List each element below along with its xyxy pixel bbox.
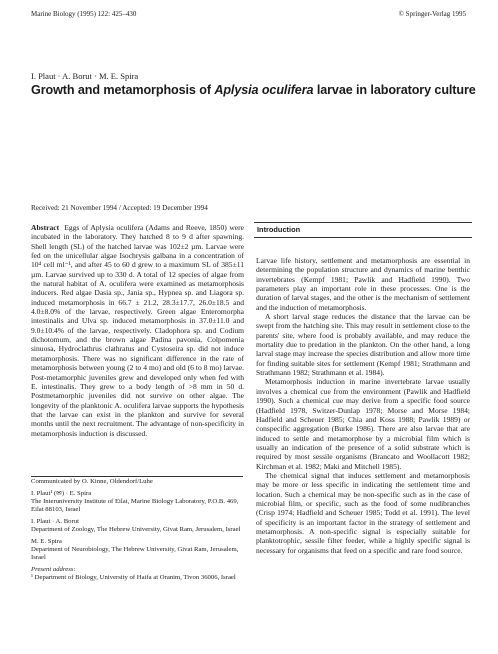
received-dates: Received: 21 November 1994 / Accepted: 19 December 1994: [31, 204, 208, 212]
article-title: Growth and metamorphosis of Aplysia oculifera larvae in laboratory culture: [31, 83, 476, 97]
affiliation-3-address: Department of Neurobiology, The Hebrew University, Givat Ram, Jerusalem, Israel: [31, 546, 239, 561]
affiliation-2-address: Department of Zoology, The Hebrew University, Givat Ram, Jerusalem, Israel: [31, 526, 241, 533]
affiliation-1-name: I. Plaut¹ (✉) · E. Spira: [31, 490, 92, 497]
affiliation-2-name: I. Plaut · A. Borut: [31, 518, 79, 525]
introduction-body: [256, 256, 470, 555]
journal-citation: Marine Biology (1995) 122: 425–430: [31, 10, 137, 18]
abstract-label: Abstract: [31, 223, 60, 232]
abstract: [31, 223, 244, 438]
present-address-label: Present address:: [31, 566, 76, 573]
intro-paragraph-2: A short larval stage reduces the distance that the larvae can be swept from the hatching site. This may result in settlement close to the parents' site, where food is probably available, and may reduce the mortality due to predation in the plankton. On the other hand, a long larval stage may increase the species distribution and allow more time for finding suitable sites for settlement (Kempf 1981; Strathmann and Strathmann 1982; Strathmann et al. 1984).: [256, 312, 470, 378]
footnotes: [31, 478, 244, 582]
present-address: ¹ Department of Biology, University of Haifa at Oranim, Tivon 36006, Israel: [31, 574, 236, 581]
affiliation-3-name: M. E. Spira: [31, 538, 62, 545]
abstract-text: Eggs of Aplysia oculifera (Adams and Reeve, 1850) were incubated in the laboratory. They hatched 8 to 9 d after spawning. Shell length (SL) of the hatched larvae was 102±2 µm. Larvae were fed on the unicellular algae Isochrysis galbana in a concentration of 10⁴ cell ml⁻¹, and after 45 to 60 d grew to a maximum SL of 385±11 µm. Larvae survived up to 330 d. A total of 12 species of algae from the natural habitat of A. oculifera were examined as metamorphosis inducers. Red algae Dasia sp., Jania sp., Hypnea sp. and Liagora sp. induced metamorphosis in 66.7 ± 21.2, 28.3±17.7, 26.0±18.5 and 4.0±8.0% of the larvae, respectively. Green algae Enteromorpha intestinalis and Ulva sp. induced metamorphosis in 37.0±11.0 and 9.0±10.4% of the larvae, respectively. Cladophora sp. and Codium dichotomum, and the brown algae Padina pavonia, Colpomenia sinuosa, Hydroclathrus clathratus and Cystoseira sp. did not induce metamorphosis. There was no significant difference in the rate of metamorphosis between young (2 to 4 mo) and old (6 to 8 mo) larvae. Post-metamorphic juveniles grew and developed only when fed with E. intestinalis. They grew to a body length of >8 mm in 50 d. Postmetamorphic juveniles did not survive on other algae. The longevity of the planktonic A. oculifera larvae supports the hypothesis that the larvae can exist in the plankton and survive for several months until the next recruitment. The advantage of non-specificity in metamorphosis induction is discussed.: [31, 223, 244, 438]
intro-paragraph-1: Larvae life history, settlement and metamorphosis are essential in determining the population structure and dynamics of marine benthic invertebrates (Kempf 1981; Pawlik and Hadfield 1990). Two parameters play an important role in these processes. One is the duration of larval stages, and the other is the mechanism of settlement and the induction of metamorphosis.: [256, 256, 470, 312]
publisher-copyright: © Springer-Verlag 1995: [398, 10, 466, 18]
author-list: I. Plaut · A. Borut · M. E. Spira: [31, 71, 139, 81]
title-species: Aplysia oculifera: [214, 83, 314, 97]
intro-paragraph-3: Metamorphosis induction in marine invertebrate larvae usually involves a chemical cue from the environment (Pawlik and Hadfield 1990). Such a chemical cue may derive from a specific food source (Hadfield 1978, Switzer-Dunlap 1978; Morse and Morse 1984; Hadfield and Scheuer 1985; Chia and Koss 1988; Pawlik 1989) or conspecific aggregation (Burke 1986). There are also larvae that are induced to settle and metamorphose by a microbial film which is usually an indication of the presence of a solid substrate which is required by most sessile organisms (Brancato and Woollacott 1982; Kirchman et al. 1982; Maki and Mitchell 1985).: [256, 377, 470, 471]
footnote-divider: [31, 476, 243, 477]
intro-paragraph-4: The chemical signal that induces settlement and metamorphosis may be more or less specific in indicating the settlement time and location. Such a chemical may be non-specific such as in the case of microbial film, or specific, such as the food of some nudibranches (Crisp 1974; Hadfield and Scheuer 1985; Todd et al. 1991). The level of specificity is an important factor in the strategy of settlement and metamorphosis. A non-specific signal is especially suitable for planktotrophic, sessile filter feeder, while a highly specific signal is necessary for organisms that feed on a specific and rare food source.: [256, 470, 470, 555]
communicated-by: Communicated by O. Kinne, Oldendorf/Luhe: [31, 478, 153, 485]
affiliation-1-address: The Interuniversity Institute of Eilat, Marine Biology Laboratory, P.O.B. 469, Eilat 88103, Israel: [31, 498, 239, 513]
section-heading-introduction: Introduction: [257, 225, 301, 234]
